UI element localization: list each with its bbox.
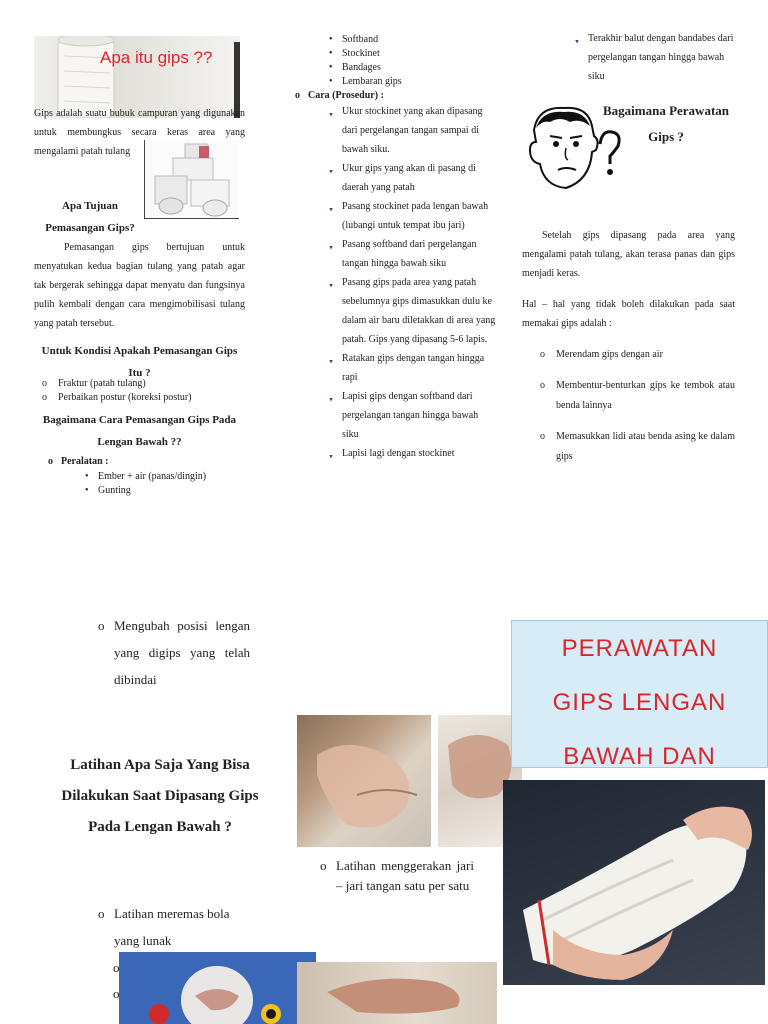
prosedur-label-row: o Cara (Prosedur) :	[295, 90, 384, 101]
arm-cast-photo	[503, 780, 765, 985]
larangan-list	[538, 345, 735, 467]
list-item: • Softband	[326, 33, 496, 47]
step-item: ▲ Ukur gips yang akan di pasang di daerah yang patah	[326, 159, 496, 197]
perawatan-text: Setelah gips dipasang pada area yang mengalami patah tulang, akan terasa panas dan gips menjadi keras.	[522, 230, 735, 279]
banner-title: Apa itu gips ??	[100, 48, 213, 67]
step-item: ▲ Lapisi lagi dengan stockinet	[326, 444, 496, 463]
prosedur-steps	[326, 102, 496, 463]
list-item: • Stockinet	[326, 47, 496, 61]
hand-exercise-photo-1	[297, 715, 431, 847]
step-item: ▲ Terakhir balut dengan bandabes dari pergelangan tangan hingga bawah siku	[572, 29, 738, 86]
list-item: o Membentur-benturkan gips ke tembok atau benda lainnya	[538, 376, 735, 416]
cover-title-box	[511, 620, 768, 768]
step-item: ▲ Lapisi gips dengan softband dari pergelangan tangan hingga bawah siku	[326, 387, 496, 444]
tujuan-text: Pemasangan gips bertujuan untuk menyatukan kedua bagian tulang yang patah agar tak bergerak sehingga dapat menyatu dan fungsinya pulih kembali dengan cara mengimobilisasi tulang yang patah tersebut.	[34, 242, 245, 329]
step-item: ▲ Pasang gips pada area yang patah sebelumnya gips dimasukkan dulu ke dalam air baru diletakkan di area yang patah. Gips yang dipasang 5-6 lapis.	[326, 273, 496, 349]
prosedur-label: Cara (Prosedur) :	[308, 90, 384, 101]
list-item: o Latihan meremas bola yang lunak	[96, 900, 236, 954]
list-item: o Merendam gips dengan air	[538, 345, 735, 365]
list-item: • Lembaran gips	[326, 75, 496, 89]
peralatan-list	[82, 470, 242, 498]
perawatan-heading: Bagaimana Perawatan Gips ?	[602, 103, 730, 144]
hidden-bullets: o o	[113, 960, 120, 1001]
list-item: • Ember + air (panas/dingin)	[82, 470, 242, 484]
list-item: o Latihan menggerakan jari – jari tangan satu per satu	[318, 856, 474, 896]
latihan-heading: Latihan Apa Saja Yang Bisa Dilakukan Saat Dipasang Gips Pada Lengan Bawah ?	[61, 757, 259, 835]
larangan-intro: Hal – hal yang tidak boleh dilakukan pada saat memakai gips adalah :	[522, 299, 735, 329]
list-item: • Gunting	[82, 484, 242, 498]
cover-title-line-1: PERAWATAN	[561, 635, 718, 662]
finger-exercise-photo	[297, 962, 497, 1024]
tools-list	[326, 33, 496, 89]
list-item: o Fraktur (patah tulang)	[40, 377, 245, 391]
intro-text: Gips adalah suatu bubuk campuran yang digunakan untuk membungkus secara keras area yang mengalami patah tulang	[34, 108, 245, 157]
step-item: ▲ Ratakan gips dengan tangan hingga rapi	[326, 349, 496, 387]
tujuan-heading: Apa Tujuan Pemasangan Gips?	[45, 200, 135, 234]
latihan-list-left	[96, 900, 236, 954]
kondisi-list	[40, 377, 245, 405]
step-item: ▲ Pasang softband dari pergelangan tangan hingga bawah siku	[326, 235, 496, 273]
cover-title-line-2: GIPS LENGAN	[552, 689, 727, 716]
list-item: o Mengubah posisi lengan yang digips yang telah dibindai	[96, 612, 250, 693]
ball-squeeze-photo	[119, 952, 316, 1024]
list-item: • Bandages	[326, 61, 496, 75]
mengubah-item	[96, 612, 250, 693]
step-item: ▲ Pasang stockinet pada lengan bawah (lubangi untuk tempat ibu jari)	[326, 197, 496, 235]
last-step-list	[572, 29, 738, 86]
cover-title-line-3: BAWAH DAN	[563, 743, 716, 768]
step-item: ▲ Ukur stockinet yang akan dipasang dari pergelangan tangan sampai di bawah siku.	[326, 102, 496, 159]
latihan-list-right	[318, 856, 474, 896]
list-item: o Perbaikan postur (koreksi postur)	[40, 391, 245, 405]
list-item: o Memasukkan lidi atau benda asing ke dalam gips	[538, 427, 735, 467]
peralatan-label-row: o Peralatan :	[48, 456, 109, 467]
kondisi-heading: Untuk Kondisi Apakah Pemasangan Gips Itu ?	[41, 345, 238, 379]
peralatan-label: Peralatan :	[61, 456, 109, 467]
cara-heading: Bagaimana Cara Pemasangan Gips Pada Lengan Bawah ??	[42, 414, 237, 448]
